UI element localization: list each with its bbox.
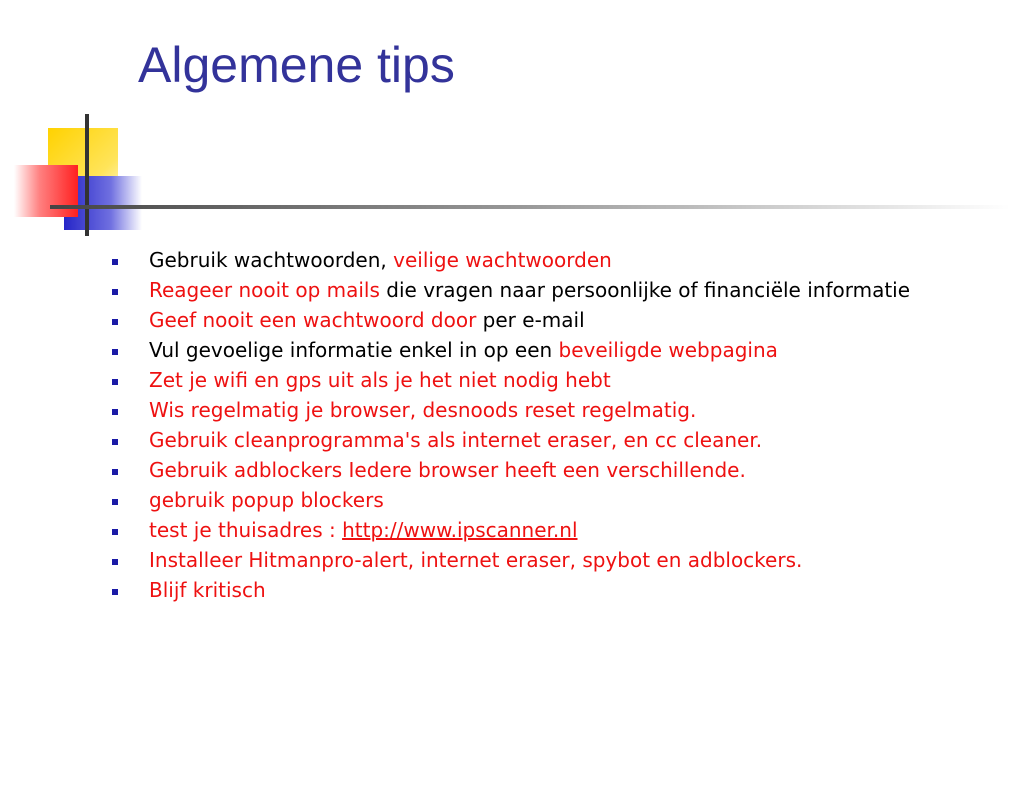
bullet-text: Gebruik adblockers Iedere browser heeft een verschillende. <box>149 458 746 482</box>
bullet-text: Gebruik wachtwoorden, <box>149 248 394 272</box>
square-bullet-icon <box>112 559 118 565</box>
bullet-text: Wis regelmatig je browser, desnoods reset regelmatig. <box>149 398 697 422</box>
bullet-text: Installeer Hitmanpro-alert, internet eraser, spybot en adblockers. <box>149 548 803 572</box>
bullet-item <box>108 458 988 482</box>
bullet-text: beveiligde webpagina <box>558 338 778 362</box>
square-bullet-icon <box>112 349 118 355</box>
decorative-squares-logo <box>0 0 1024 240</box>
bullet-text: Reageer nooit op mails <box>149 278 380 302</box>
square-bullet-icon <box>112 319 118 325</box>
bullet-list <box>108 248 988 608</box>
bullet-text: Gebruik cleanprogramma's als internet eraser, en cc cleaner. <box>149 428 763 452</box>
horizontal-rule-line <box>50 205 1010 209</box>
square-bullet-icon <box>112 409 118 415</box>
bullet-text: gebruik popup blockers <box>149 488 384 512</box>
bullet-text: veilige wachtwoorden <box>393 248 612 272</box>
square-bullet-icon <box>112 529 118 535</box>
bullet-item <box>108 248 988 272</box>
red-square-shape <box>14 165 78 217</box>
bullet-link[interactable]: http://www.ipscanner.nl <box>342 518 578 542</box>
bullet-item <box>108 488 988 512</box>
bullet-text: per e-mail <box>476 308 585 332</box>
square-bullet-icon <box>112 469 118 475</box>
bullet-item <box>108 338 988 362</box>
square-bullet-icon <box>112 499 118 505</box>
slide-title: Algemene tips <box>138 37 455 93</box>
bullet-item <box>108 518 988 542</box>
bullet-item <box>108 368 988 392</box>
vertical-line-shape <box>85 114 89 236</box>
square-bullet-icon <box>112 259 118 265</box>
bullet-item <box>108 278 988 302</box>
bullet-text: die vragen naar persoonlijke of financiële informatie <box>379 278 911 302</box>
bullet-item <box>108 428 988 452</box>
bullet-text: test je thuisadres : <box>149 518 343 542</box>
square-bullet-icon <box>112 289 118 295</box>
bullet-item <box>108 398 988 422</box>
bullet-text: Vul gevoelige informatie enkel in op een <box>149 338 559 362</box>
square-bullet-icon <box>112 589 118 595</box>
bullet-text: Geef nooit een wachtwoord door <box>149 308 477 332</box>
square-bullet-icon <box>112 439 118 445</box>
bullet-text: Zet je wifi en gps uit als je het niet nodig hebt <box>149 368 611 392</box>
bullet-text: Blijf kritisch <box>149 578 266 602</box>
bullet-item <box>108 308 988 332</box>
bullet-item <box>108 548 988 572</box>
bullet-item <box>108 578 988 602</box>
square-bullet-icon <box>112 379 118 385</box>
